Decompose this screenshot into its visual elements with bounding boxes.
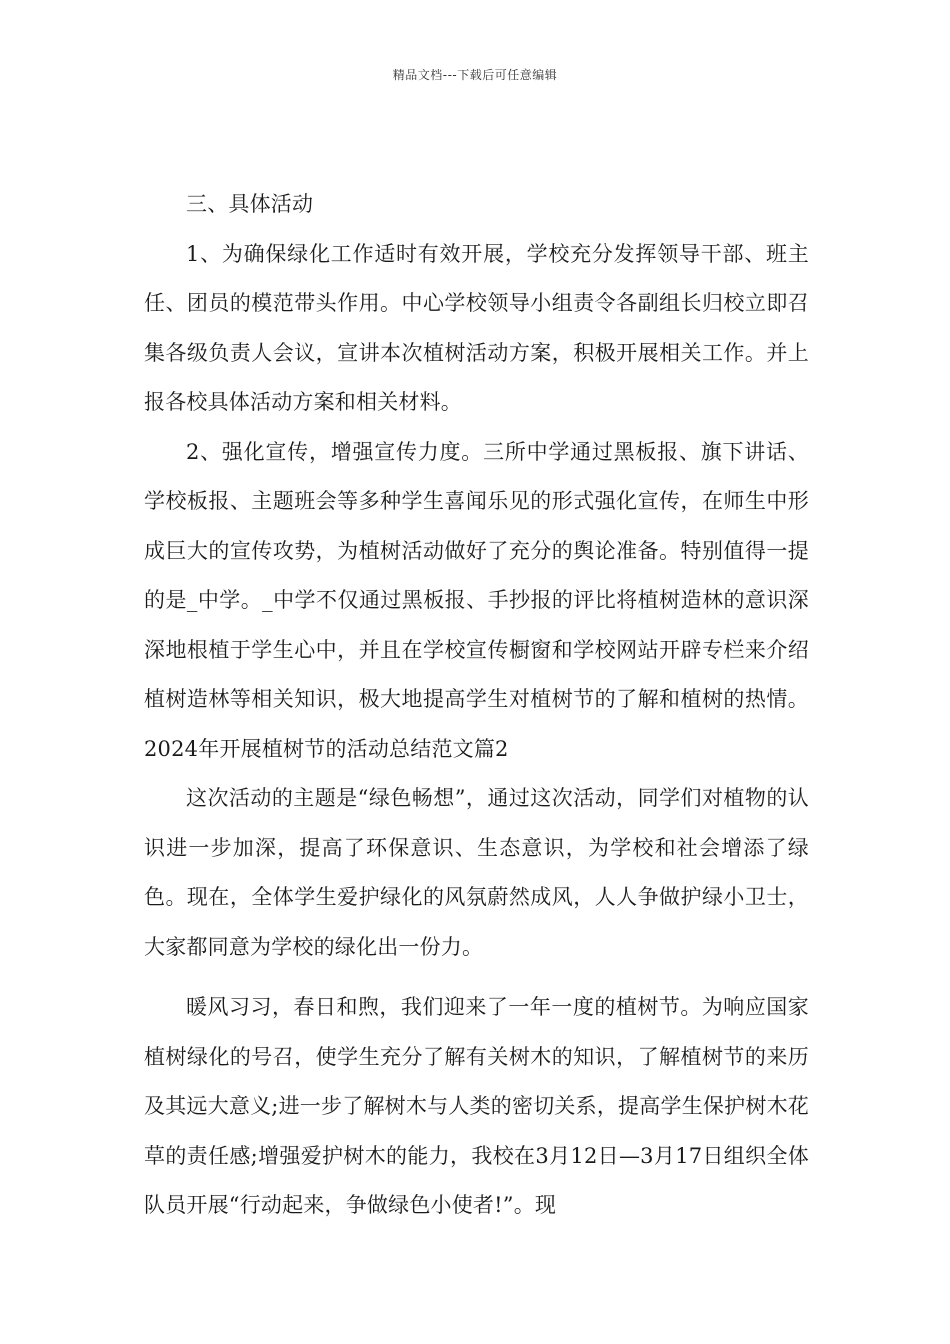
- document-body: [144, 180, 809, 1231]
- page-header: 精品文档---下载后可任意编辑: [392, 68, 558, 82]
- paragraph-3: 这次活动的主题是“绿色畅想”，通过这次活动，同学们对植物的认识进一步加深，提高了环保意识、生态意识，为学校和社会增添了绿色。现在，全体学生爱护绿化的风氛蔚然成风，人人争做护绿小卫士，大家都同意为学校的绿化出一份力。: [144, 786, 809, 959]
- paragraph-1: 1、为确保绿化工作适时有效开展，学校充分发挥领导干部、班主任、团员的模范带头作用。中心学校领导小组责令各副组长归校立即召集各级负责人会议，宣讲本次植树活动方案，积极开展相关工作。并上报各校具体活动方案和相关材料。: [144, 241, 809, 414]
- section-heading: 三、具体活动: [186, 192, 314, 216]
- paragraph-2: 2、强化宣传，增强宣传力度。三所中学通过黑板报、旗下讲话、学校板报、主题班会等多种学生喜闻乐见的形式强化宣传，在师生中形成巨大的宣传攻势，为植树活动做好了充分的舆论准备。特别值得一提的是_中学。_中学不仅通过黑板报、手抄报的评比将植树造林的意识深深地根植于学生心中，并且在学校宣传橱窗和学校网站开辟专栏来介绍植树造林等相关知识，极大地提高学生对植树节的了解和植树的热情。2024年开展植树节的活动总结范文篇2: [144, 439, 809, 761]
- paragraph-4: 暖风习习，春日和煦，我们迎来了一年一度的植树节。为响应国家植树绿化的号召，使学生充分了解有关树木的知识，了解植树节的来历及其远大意义;进一步了解树木与人类的密切关系，提高学生保护树木花草的责任感;增强爱护树木的能力，我校在3月12日—3月17日组织全体队员开展“行动起来，争做绿色小使者!”。现: [144, 995, 809, 1217]
